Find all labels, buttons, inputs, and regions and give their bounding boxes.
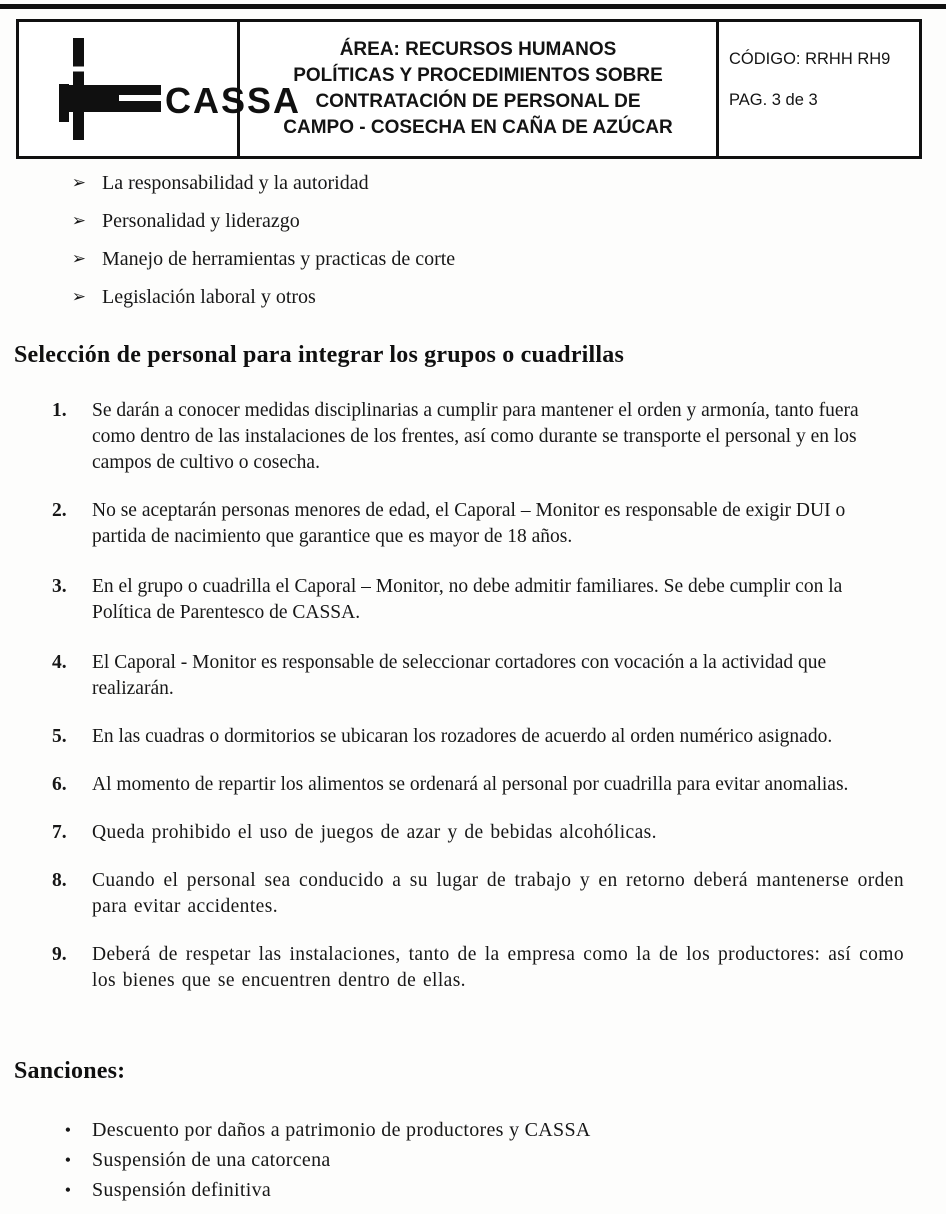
dot-bullet-icon: •: [64, 1150, 72, 1170]
list-item: [0, 1118, 946, 1143]
cassa-logo-short-bar-icon: [59, 84, 69, 122]
item-text: No se aceptarán personas menores de edad, el Caporal – Monitor es responsable de exigir DUI o partida de nacimiento que garantice que es mayor de 18 años.: [92, 500, 846, 547]
item-text: Deberá de respetar las instalaciones, tanto de la empresa como la de los productores: así como los bienes que se encuentren dentro de ellas.: [92, 944, 904, 991]
list-item: [0, 1178, 946, 1203]
title-line-area: ÁREA: RECURSOS HUMANOS: [339, 39, 617, 60]
numbered-item-7: [0, 820, 946, 846]
item-number: 6.: [52, 774, 67, 795]
section-title-sanciones: Sanciones:: [14, 1058, 126, 1084]
numbered-item-2: [0, 498, 946, 550]
intro-bullet-list: [0, 172, 946, 324]
list-item: [0, 1148, 946, 1173]
item-text: Se darán a conocer medidas disciplinarias a cumplir para mantener el orden y armonía, tanto fuera como dentro de las instalaciones de los frentes, así como durante se transporte el personal y en los campos de cultivo o cosecha.: [92, 400, 859, 473]
list-item: [0, 248, 946, 270]
numbered-item-8: [0, 868, 946, 920]
list-item: [0, 210, 946, 232]
selection-numbered-list: [0, 398, 946, 994]
document-title-block: [240, 22, 719, 156]
title-line-contract: CONTRATACIÓN DE PERSONAL DE: [315, 91, 641, 112]
numbered-item-5: [0, 724, 946, 750]
item-text: En el grupo o cuadrilla el Caporal – Monitor, no debe admitir familiares. Se debe cumplir con la Política de Parentesco de CASSA.: [92, 576, 843, 623]
document-page-number: PAG. 3 de 3: [729, 91, 818, 109]
intro-bullet-text: Personalidad y liderazgo: [102, 210, 300, 232]
list-item: [0, 286, 946, 308]
numbered-item-9: [0, 942, 946, 994]
intro-bullet-text: La responsabilidad y la autoridad: [102, 172, 369, 194]
item-number: 8.: [52, 870, 67, 891]
item-text: Queda prohibido el uso de juegos de azar y de bebidas alcohólicas.: [92, 822, 657, 843]
list-item: [0, 172, 946, 194]
document-code: CÓDIGO: RRHH RH9: [729, 50, 891, 68]
sanction-text: Suspensión definitiva: [92, 1179, 272, 1201]
sanctions-bullet-list: [0, 1118, 946, 1208]
dot-bullet-icon: •: [64, 1120, 72, 1140]
arrow-bullet-icon: ➢: [71, 211, 86, 230]
item-number: 1.: [52, 400, 67, 421]
item-number: 9.: [52, 944, 67, 965]
item-number: 5.: [52, 726, 67, 747]
item-number: 4.: [52, 652, 67, 673]
item-number: 2.: [52, 500, 67, 521]
item-number: 7.: [52, 822, 67, 843]
title-line-policies: POLÍTICAS Y PROCEDIMIENTOS SOBRE: [293, 65, 663, 86]
item-text: Cuando el personal sea conducido a su lugar de trabajo y en retorno deberá mantenerse orden para evitar accidentes.: [92, 870, 904, 917]
numbered-item-6: [0, 772, 946, 798]
title-line-campo: CAMPO - COSECHA EN CAÑA DE AZÚCAR: [283, 117, 673, 138]
document-header-table: [16, 19, 922, 159]
item-text: Al momento de repartir los alimentos se ordenará al personal por cuadrilla para evitar anomalias.: [92, 774, 849, 795]
intro-bullet-text: Manejo de herramientas y practicas de corte: [102, 248, 456, 270]
item-text: En las cuadras o dormitorios se ubicaran los rozadores de acuerdo al orden numérico asignado.: [92, 726, 833, 747]
dot-bullet-icon: •: [64, 1180, 72, 1200]
item-number: 3.: [52, 576, 67, 597]
arrow-bullet-icon: ➢: [71, 287, 86, 306]
page-top-scan-rule: [0, 4, 946, 9]
section-title-seleccion: Selección de personal para integrar los grupos o cuadrillas: [14, 342, 625, 368]
numbered-item-3: [0, 574, 946, 626]
arrow-bullet-icon: ➢: [71, 249, 86, 268]
intro-bullet-text: Legislación laboral y otros: [102, 286, 316, 308]
cassa-logo-bar-notch: [119, 95, 163, 101]
item-text: El Caporal - Monitor es responsable de seleccionar cortadores con vocación a la actividad que realizarán.: [92, 652, 827, 699]
numbered-item-4: [0, 650, 946, 702]
sanction-text: Descuento por daños a patrimonio de productores y CASSA: [92, 1119, 591, 1141]
arrow-bullet-icon: ➢: [71, 173, 86, 192]
cassa-logo-wordmark: CASSA: [165, 80, 302, 121]
document-code-block: [719, 22, 919, 156]
numbered-item-1: [0, 398, 946, 476]
sanction-text: Suspensión de una catorcena: [92, 1149, 331, 1171]
logo-cell: [19, 22, 302, 156]
